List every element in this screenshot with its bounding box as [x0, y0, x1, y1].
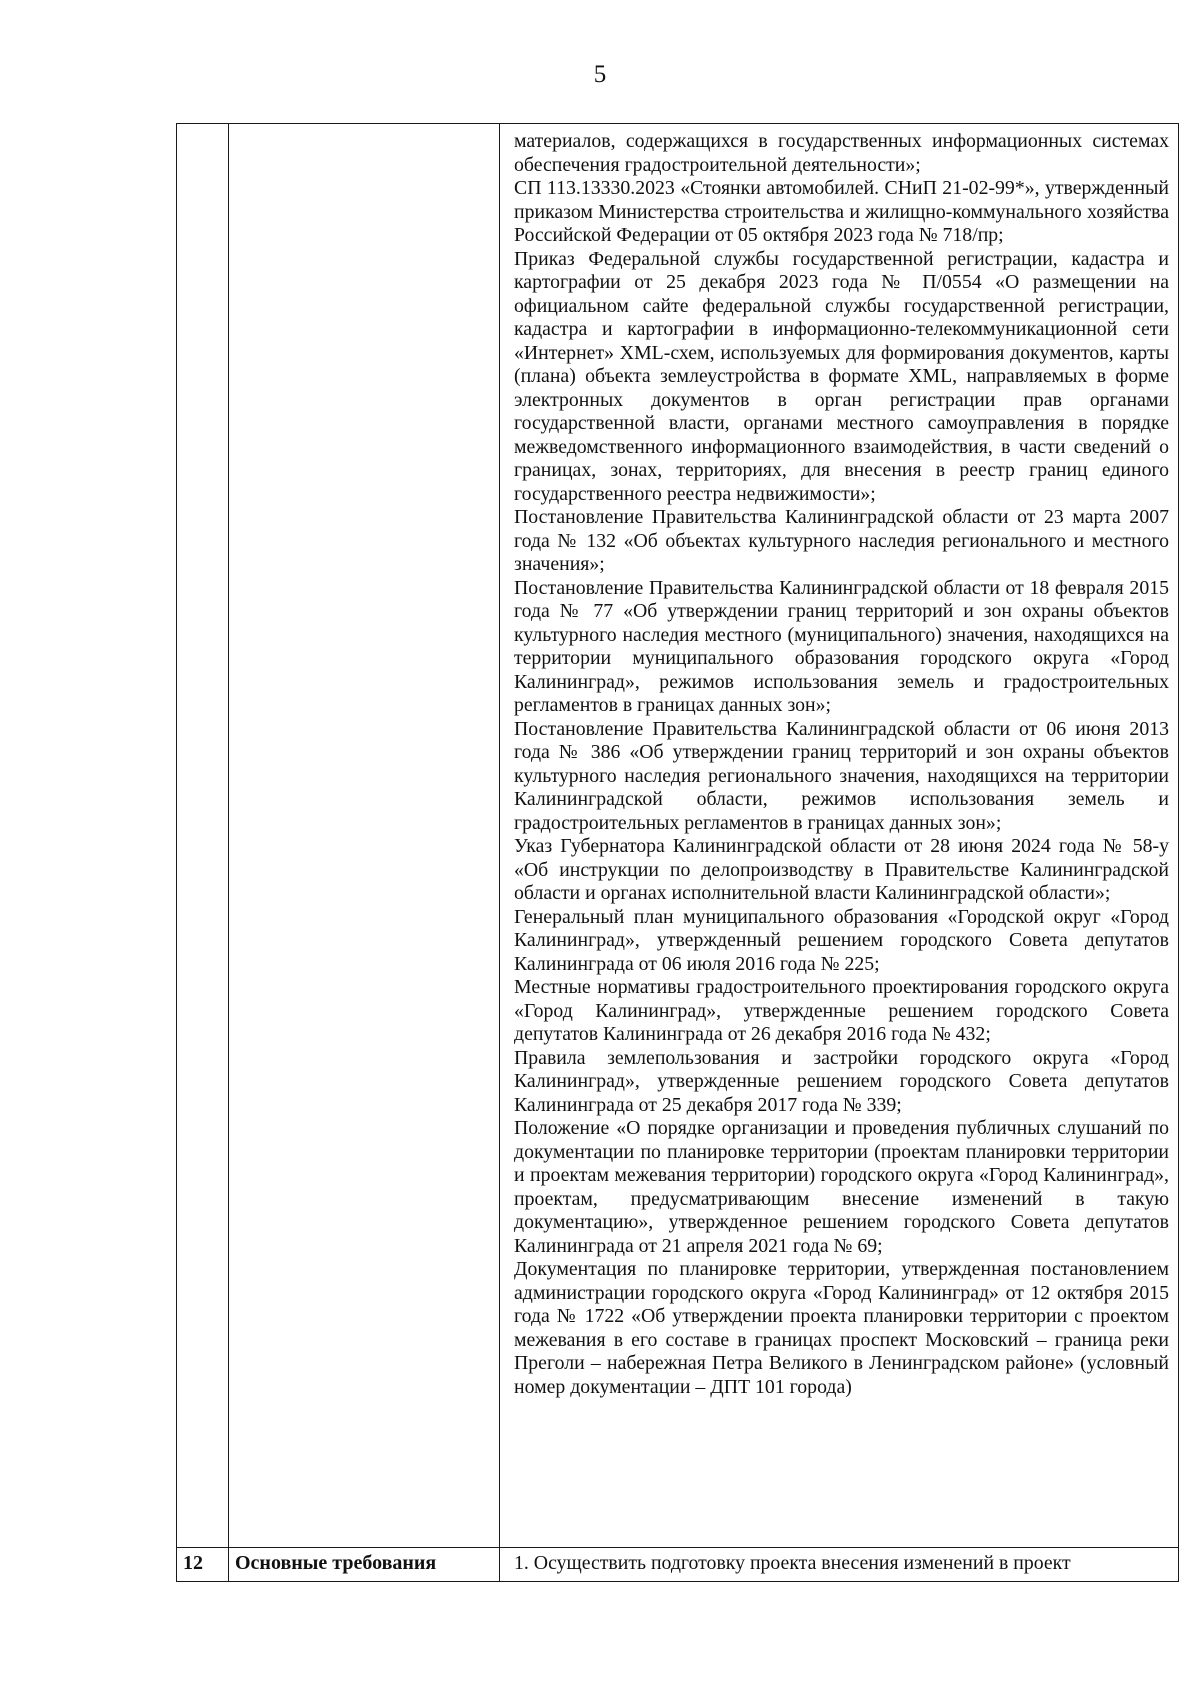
page-number: 5 [593, 61, 607, 88]
row-name: Основные требования [229, 1548, 500, 1582]
legal-basis-paragraph: Постановление Правительства Калининградской области от 18 февраля 2015 года № 77 «Об утверждении границ территорий и зон охраны объектов культурного наследия местного (муниципального) значения, находящихся на территории муниципального образования городского округа «Город Калининград», режимов использования земель и градостроительных регламентов в границах данных зон»; [514, 576, 1169, 716]
legal-basis-paragraph: материалов, содержащихся в государственных информационных системах обеспечения градостроительной деятельности»; [514, 130, 1169, 176]
legal-basis-paragraph: СП 113.13330.2023 «Стоянки автомобилей. СНиП 21-02-99*», утвержденный приказом Министерства строительства и жилищно-коммунального хозяйства Российской Федерации от 05 октября 2023 года № 718/пр; [514, 177, 1169, 246]
legal-basis-cell [500, 124, 1179, 1548]
row-name-cell-empty [229, 124, 500, 1548]
row-number-cell-empty [177, 124, 229, 1548]
legal-basis-paragraph: Местные нормативы градостроительного проектирования городского округа «Город Калининград», утвержденные решением городского Совета депутатов Калининграда от 26 декабря 2016 года № 432; [514, 976, 1169, 1045]
legal-basis-paragraph: Положение «О порядке организации и проведения публичных слушаний по документации по планировке территории (проектам планировки территории и проектам межевания территории) городского округа «Город Калининград», проектам, предусматривающим внесение изменений в такую документацию», утвержденное решением городского Совета депутатов Калининграда от 21 апреля 2021 года № 69; [514, 1117, 1169, 1257]
requirements-table [176, 123, 1179, 1582]
legal-basis-paragraph: Правила землепользования и застройки городского округа «Город Калининград», утвержденные решением городского Совета депутатов Калининграда от 25 декабря 2017 года № 339; [514, 1046, 1169, 1116]
legal-basis-paragraph: Генеральный план муниципального образования «Городской округ «Город Калининград», утвержденный решением городского Совета депутатов Калининграда от 06 июля 2016 года № 225; [514, 905, 1169, 975]
legal-basis-paragraph: Постановление Правительства Калининградской области от 23 марта 2007 года № 132 «Об объектах культурного наследия регионального и местного значения»; [514, 506, 1169, 575]
legal-basis-paragraph: Указ Губернатора Калининградской области от 28 июня 2024 года № 58-у «Об инструкции по делопроизводству в Правительстве Калининградской области и органах исполнительной власти Калининградской области»; [514, 835, 1169, 904]
row-number: 12 [177, 1548, 229, 1582]
table-row [177, 124, 1179, 1548]
table-row [177, 1548, 1179, 1582]
legal-basis-paragraph: Постановление Правительства Калининградской области от 06 июня 2013 года № 386 «Об утверждении границ территорий и зон охраны объектов культурного наследия регионального значения, находящихся на территории Калининградской области, режимов использования земель и градостроительных регламентов в границах данных зон»; [514, 717, 1169, 834]
requirements-text: 1. Осуществить подготовку проекта внесения изменений в проект [500, 1548, 1179, 1582]
legal-basis-paragraph: Документация по планировке территории, утвержденная постановлением администрации городского округа «Город Калининград» от 12 октября 2015 года № 1722 «Об утверждении проекта планировки территории с проектом межевания в его составе в границах проспект Московский – граница реки Преголи – набережная Петра Великого в Ленинградском районе» (условный номер документации – ДПТ 101 города) [514, 1258, 1169, 1398]
legal-basis-paragraph: Приказ Федеральной службы государственной регистрации, кадастра и картографии от 25 декабря 2023 года № П/0554 «О размещении на официальном сайте федеральной службы государственной регистрации, кадастра и картографии в информационно-телекоммуникационной сети «Интернет» XML-схем, используемых для формирования документов, карты (плана) объекта землеустройства в формате XML, направляемых в форме электронных документов в орган регистрации прав органами государственной власти, органами местного самоуправления в порядке межведомственного информационного взаимодействия, в части сведений о границах, зонах, территориях, для внесения в реестр границ единого государственного реестра недвижимости»; [514, 247, 1169, 505]
